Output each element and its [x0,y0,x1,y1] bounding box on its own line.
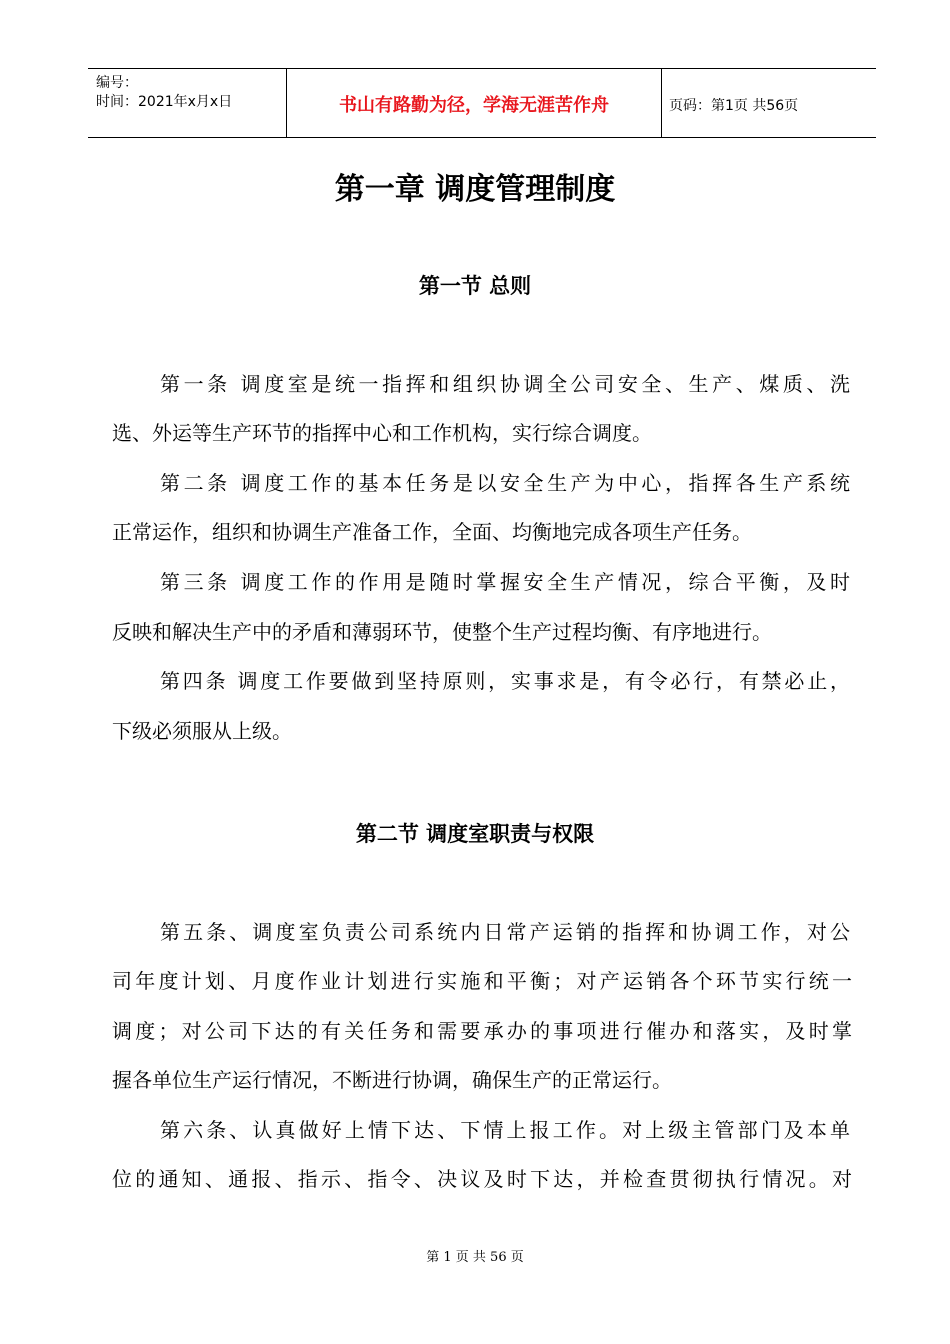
document-time-label: 时间：2021年x月x日 [96,94,233,110]
paragraph-line: 第六条、认真做好上情下达、下情上报工作。对上级主管部门及本单 [160,1118,850,1142]
header-motto-cell [286,69,662,137]
paragraph-line: 司年度计划、月度作业计划进行实施和平衡；对产运销各个环节实行统一 [112,969,852,993]
paragraph-line: 调度；对公司下达的有关任务和需要承办的事项进行催办和落实，及时掌 [112,1019,852,1043]
section-1-title: 第一节 总则 [418,274,532,298]
paragraph-line: 第四条 调度工作要做到坚持原则，实事求是，有令必行，有禁必止， [160,669,850,693]
header-page-cell [661,69,876,137]
section-2-title: 第二节 调度室职责与权限 [355,822,595,846]
paragraph-line: 第一条 调度室是统一指挥和组织协调全公司安全、生产、煤质、洗 [160,372,850,396]
paragraph-line: 第二条 调度工作的基本任务是以安全生产为中心，指挥各生产系统 [160,471,850,495]
paragraph-line: 第三条 调度工作的作用是随时掌握安全生产情况，综合平衡，及时 [160,570,850,594]
paragraph-line: 下级必须服从上级。 [112,719,292,743]
paragraph-line: 反映和解决生产中的矛盾和薄弱环节，使整个生产过程均衡、有序地进行。 [112,620,772,644]
document-number-label: 编号： [96,75,138,91]
page-footer: 第 1 页 共 56 页 [426,1250,524,1265]
paragraph-line: 选、外运等生产环节的指挥中心和工作机构，实行综合调度。 [112,421,652,445]
chapter-title: 第一章 调度管理制度 [334,172,616,207]
header-motto: 书山有路勤为径，学海无涯苦作舟 [339,95,609,116]
header-info-cell [88,69,286,137]
paragraph-line: 正常运作，组织和协调生产准备工作，全面、均衡地完成各项生产任务。 [112,520,752,544]
header-page-code: 页码：第1页 共56页 [669,98,799,114]
paragraph-line: 握各单位生产运行情况，不断进行协调，确保生产的正常运行。 [112,1068,672,1092]
paragraph-line: 第五条、调度室负责公司系统内日常产运销的指挥和协调工作，对公 [160,920,850,944]
paragraph-line: 位的通知、通报、指示、指令、决议及时下达，并检查贯彻执行情况。对 [112,1167,852,1191]
document-header-table [88,68,876,138]
